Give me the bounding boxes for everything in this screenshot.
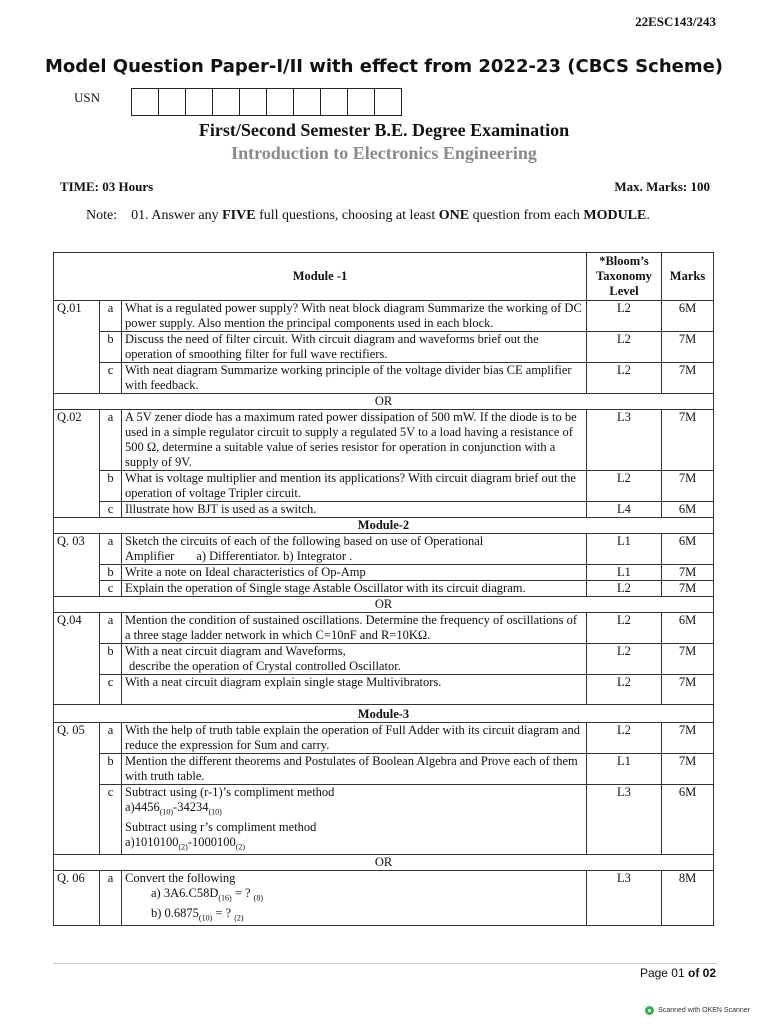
question-number: Q.01 (54, 301, 100, 394)
or-separator: OR (54, 597, 714, 613)
question-text-line: Subtract using (r-1)’s compliment method (125, 785, 335, 799)
usn-box (374, 88, 402, 116)
question-text-line: Subtract using r’s compliment method (125, 819, 317, 834)
module-heading: Module -1 (54, 253, 587, 301)
marks-header: Marks (662, 253, 714, 301)
table-row (54, 723, 714, 754)
expr-part: a)1010100 (125, 834, 179, 849)
question-number: Q.04 (54, 613, 100, 705)
scanner-logo-icon (645, 1006, 654, 1015)
marks: 8M (662, 871, 714, 926)
note-label: Note: (86, 208, 118, 223)
note-text: . (646, 208, 650, 223)
blooms-level: L2 (587, 363, 662, 394)
expr-line (125, 886, 263, 906)
question-number: Q. 03 (54, 534, 100, 597)
question-text: Illustrate how BJT is used as a switch. (122, 502, 587, 518)
blooms-header: *Bloom’s Taxonomy Level (587, 253, 662, 301)
marks: 7M (662, 644, 714, 675)
note-bold: FIVE (222, 208, 256, 223)
blooms-level: L2 (587, 675, 662, 705)
sub-question-letter: b (100, 754, 122, 785)
blooms-level: L2 (587, 613, 662, 644)
question-text-line: Sketch the circuits of each of the following based on use of Operational (125, 534, 484, 548)
question-text: With a neat circuit diagram explain single stage Multivibrators. (122, 675, 587, 705)
sub-question-letter: a (100, 301, 122, 332)
table-row (54, 871, 714, 926)
question-text: With neat diagram Summarize working principle of the voltage divider bias CE amplifier with feedback. (122, 363, 587, 394)
or-separator: OR (54, 394, 714, 410)
blooms-level: L4 (587, 502, 662, 518)
usn-box (266, 88, 294, 116)
table-row (54, 644, 714, 675)
sub-question-letter: c (100, 675, 122, 705)
table-row (54, 363, 714, 394)
table-row (54, 565, 714, 581)
question-text: Mention the different theorems and Postulates of Boolean Algebra and Prove each of them with truth table. (122, 754, 587, 785)
table-row (54, 502, 714, 518)
marks: 7M (662, 675, 714, 705)
sub-question-letter: a (100, 534, 122, 565)
base-subscript: (2) (178, 842, 188, 851)
question-text-line: With a neat circuit diagram and Waveforms, (125, 644, 346, 658)
expr-part: a)4456 (125, 800, 160, 814)
blooms-level: L1 (587, 754, 662, 785)
marks: 6M (662, 613, 714, 644)
note (86, 208, 650, 224)
usn-box (185, 88, 213, 116)
expr-part: a) 3A6.C58D (151, 886, 219, 900)
expr-line (125, 906, 244, 926)
base-subscript: (2) (235, 842, 246, 851)
question-number: Q. 05 (54, 723, 100, 855)
paper-code: 22ESC143/243 (635, 14, 716, 29)
expr-part: = ? (212, 905, 235, 920)
question-text: Mention the condition of sustained oscillations. Determine the frequency of oscillations of a three stage ladder network in which C=10nF and R=10KΩ. (122, 613, 587, 644)
blooms-level: L3 (587, 871, 662, 926)
blooms-level: L2 (587, 581, 662, 597)
table-row (54, 410, 714, 471)
base-subscript: (2) (234, 913, 244, 922)
question-text: Explain the operation of Single stage Astable Oscillator with its circuit diagram. (122, 581, 587, 597)
page-total: of 02 (684, 966, 716, 980)
question-text-line: Convert the following (125, 871, 236, 885)
or-row (54, 597, 714, 613)
note-text: question from each (469, 208, 584, 223)
max-marks: Max. Marks: 100 (614, 179, 710, 194)
blooms-level: L3 (587, 410, 662, 471)
marks: 6M (662, 301, 714, 332)
table-row (54, 581, 714, 597)
table-header-row (54, 253, 714, 301)
marks: 6M (662, 785, 714, 855)
marks: 7M (662, 581, 714, 597)
sub-question-letter: a (100, 410, 122, 471)
sub-question-letter: a (100, 871, 122, 926)
sub-question-letter: a (100, 613, 122, 644)
table-row (54, 471, 714, 502)
note-bold: ONE (438, 208, 470, 223)
marks: 6M (662, 534, 714, 565)
or-row (54, 394, 714, 410)
question-text (122, 644, 587, 675)
page-number (640, 966, 716, 980)
question-table (53, 252, 714, 926)
sub-question-letter: b (100, 471, 122, 502)
paper-title: Model Question Paper-I/II with effect from 2022-23 (CBCS Scheme) (44, 56, 724, 77)
module-heading: Module-3 (54, 705, 714, 723)
module-heading: Module-2 (54, 518, 714, 534)
sub-question-letter: b (100, 332, 122, 363)
usn-box (239, 88, 267, 116)
note-bold: MODULE (583, 208, 647, 223)
marks: 7M (662, 754, 714, 785)
usn-box (347, 88, 375, 116)
base-subscript: (10) (208, 807, 222, 817)
table-row (54, 613, 714, 644)
question-text (122, 534, 587, 565)
question-text-line: a) Differentiator. b) Integrator . (196, 549, 353, 563)
question-text (122, 871, 587, 926)
footer-divider (53, 963, 717, 964)
usn-box (293, 88, 321, 116)
exam-time: TIME: 03 Hours (60, 179, 154, 194)
table-row (54, 301, 714, 332)
usn-box (320, 88, 348, 116)
question-text: What is a regulated power supply? With neat block diagram Summarize the working of DC power supply. Also mention the principal components used in each block. (122, 301, 587, 332)
question-text-line: Amplifier (125, 549, 175, 563)
expr-part: b) 0.6875 (151, 905, 199, 920)
base-subscript: (16) (218, 893, 232, 903)
marks: 7M (662, 565, 714, 581)
blooms-level: L1 (587, 565, 662, 581)
exam-name: First/Second Semester B.E. Degree Examination (198, 120, 570, 140)
usn-boxes (132, 88, 402, 116)
blooms-level: L2 (587, 332, 662, 363)
expr-part: -34234 (173, 800, 209, 814)
blooms-level: L2 (587, 644, 662, 675)
page-prefix: Page (639, 966, 672, 980)
table-row (54, 754, 714, 785)
note-text: full questions, choosing at least (255, 208, 439, 223)
question-text: Write a note on Ideal characteristics of Op-Amp (122, 565, 587, 581)
question-number: Q.02 (54, 410, 100, 518)
table-row (54, 534, 714, 565)
marks: 6M (662, 502, 714, 518)
question-text: With the help of truth table explain the operation of Full Adder with its circuit diagram and reduce the expression for Sum and carry. (122, 723, 587, 754)
expr-part: -1000100 (187, 834, 236, 849)
question-text: What is voltage multiplier and mention its applications? With circuit diagram brief out the operation of voltage Tripler circuit. (122, 471, 587, 502)
sub-question-letter: c (100, 581, 122, 597)
marks: 7M (662, 332, 714, 363)
subject-name: Introduction to Electronics Engineering (231, 143, 537, 163)
note-text: 01. Answer any (131, 208, 223, 223)
question-text: Discuss the need of filter circuit. With circuit diagram and waveforms brief out the operation of smoothing filter for full wave rectifiers. (122, 332, 587, 363)
usn-label: USN (74, 90, 101, 105)
sub-question-letter: c (100, 502, 122, 518)
sub-question-letter: b (100, 644, 122, 675)
marks: 7M (662, 723, 714, 754)
question-number: Q. 06 (54, 871, 100, 926)
question-text: A 5V zener diode has a maximum rated power dissipation of 500 mW. If the diode is to be used in a simple regulator circuit to supply a regulated 5V to a load having a resistance of 500 Ω, determine a suitable value of series resistor for operation in conjunction with a supply of 9V. (122, 410, 587, 471)
blooms-level: L2 (587, 723, 662, 754)
sub-question-letter: a (100, 723, 122, 754)
or-row (54, 855, 714, 871)
page-current: 01 (671, 966, 685, 980)
scanner-text: Scanned with OKEN Scanner (658, 1007, 750, 1014)
module-row (54, 705, 714, 723)
or-separator: OR (54, 855, 714, 871)
usn-box (131, 88, 159, 116)
marks: 7M (662, 471, 714, 502)
blooms-level: L2 (587, 471, 662, 502)
sub-question-letter: c (100, 785, 122, 855)
base-subscript: (8) (253, 893, 263, 903)
base-subscript: (10) (198, 913, 213, 922)
table-row (54, 332, 714, 363)
usn-box (212, 88, 240, 116)
table-row (54, 675, 714, 705)
question-text (122, 785, 587, 855)
usn-box (158, 88, 186, 116)
question-text-line: describe the operation of Crystal controlled Oscillator. (129, 659, 401, 673)
base-subscript: (10) (159, 807, 174, 817)
module-row (54, 518, 714, 534)
sub-question-letter: c (100, 363, 122, 394)
blooms-level: L3 (587, 785, 662, 855)
marks: 7M (662, 410, 714, 471)
blooms-level: L2 (587, 301, 662, 332)
sub-question-letter: b (100, 565, 122, 581)
marks: 7M (662, 363, 714, 394)
table-row (54, 785, 714, 855)
expr-part: = ? (231, 886, 254, 900)
blooms-level: L1 (587, 534, 662, 565)
scanner-watermark (645, 1006, 750, 1015)
